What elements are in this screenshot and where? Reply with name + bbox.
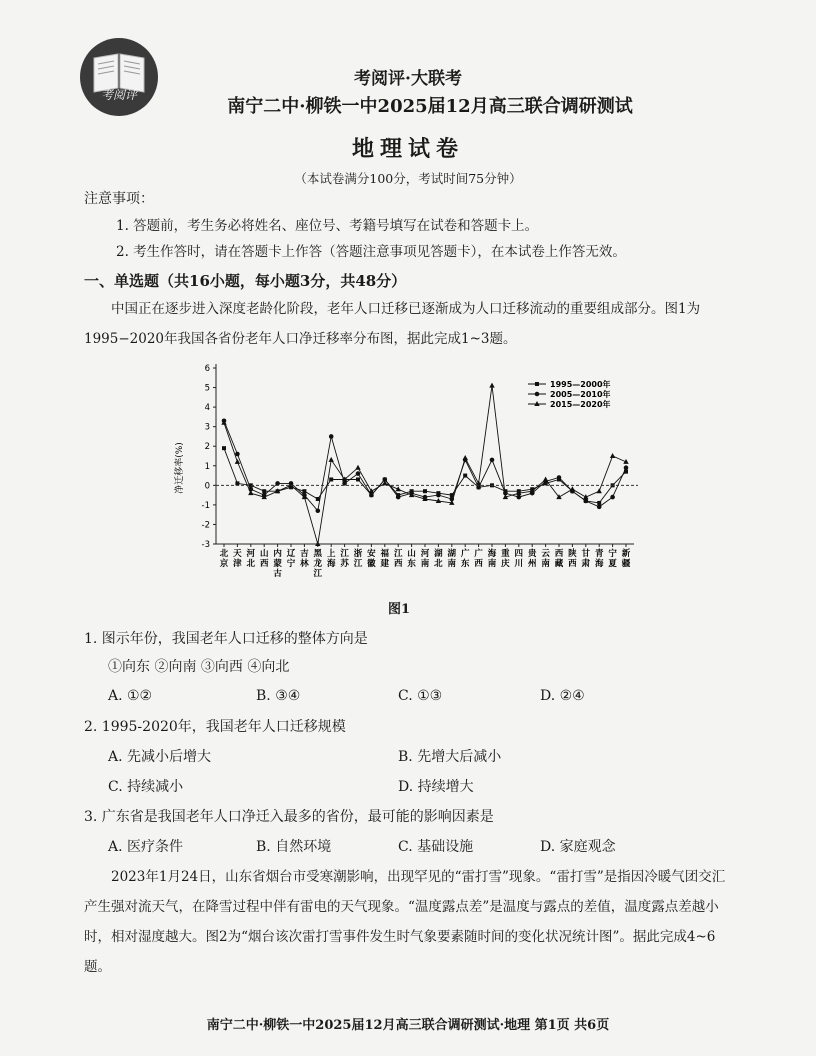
figure-1-chart <box>168 358 648 598</box>
data-point-triangle <box>248 490 253 495</box>
y-tick-label: 2 <box>204 442 210 453</box>
x-tick-label: 甘肃 <box>581 549 591 569</box>
y-tick-label: 6 <box>204 364 210 374</box>
x-tick-label: 湖北 <box>434 549 443 569</box>
x-tick-label: 北京 <box>219 549 229 569</box>
y-tick-label: -2 <box>201 520 210 531</box>
data-point-triangle <box>597 488 602 493</box>
x-tick-label: 广东 <box>460 549 470 569</box>
subject-title: 地理试卷 <box>351 136 464 162</box>
data-point-circle <box>584 499 589 504</box>
x-tick-label: 四川 <box>514 549 524 569</box>
x-tick-label: 西藏 <box>554 549 564 569</box>
data-point-square <box>535 382 539 386</box>
intro-paragraph-1: 中国正在逐步进入深度老龄化阶段，老年人口迁移已逐渐成为人口迁移流动的重要组成部分。图1为1995−2020年我国各省份老年人口净迁移率分布图，据此完成1~3题。 <box>84 301 701 347</box>
data-point-square <box>356 477 360 481</box>
x-tick-label: 重庆 <box>501 549 510 569</box>
x-tick-label: 青海 <box>594 549 604 569</box>
notice-heading: 注意事项： <box>84 191 154 207</box>
x-tick-label: 浙江 <box>353 549 363 569</box>
q3-option-b: B. 自然环境 <box>256 839 332 855</box>
x-tick-label: 江西 <box>393 549 403 569</box>
q2-option-a: A. 先减小后增大 <box>108 749 212 765</box>
q2-option-b: B. 先增大后减小 <box>398 749 502 765</box>
x-tick-label: 内蒙古 <box>273 549 282 579</box>
data-point-square <box>597 501 601 505</box>
data-point-square <box>463 474 467 478</box>
intro-paragraph-2: 2023年1月24日，山东省烟台市受寒潮影响，出现罕见的“雷打雪”现象。“雷打雪”是指因冷暖气团交汇产生强对流天气，在降雪过程中伴有雷电的天气现象。“温度露点差”是温度与露点的差值，温度露点差越小时，相对湿度越大。图2为“烟台该次雷打雪事件发生时气象要素随时间的变化状况统计图”。据此完成4~6题。 <box>84 869 726 975</box>
x-tick-label: 河北 <box>246 549 256 569</box>
question-3-stem: 3. 广东省是我国老年人口净迁入最多的省份，最可能的影响因素是 <box>84 809 494 825</box>
q1-option-d: D. ②④ <box>540 688 585 704</box>
data-point-triangle <box>369 488 374 493</box>
figure-1-caption: 图1 <box>388 602 411 617</box>
data-point-circle <box>610 495 615 500</box>
data-point-circle <box>535 392 540 397</box>
data-point-triangle <box>543 476 548 481</box>
q3-option-a: A. 医疗条件 <box>108 839 184 855</box>
x-tick-label: 福建 <box>380 549 390 569</box>
x-tick-label: 海南 <box>487 549 497 569</box>
y-axis-label: 净迁移率(%) <box>175 442 185 494</box>
series-line-1 <box>224 448 626 503</box>
x-tick-label: 安徽 <box>367 549 376 569</box>
data-point-circle <box>517 495 522 500</box>
y-tick-label: 1 <box>204 461 210 472</box>
x-tick-label: 江苏 <box>340 549 349 569</box>
q1-option-a: A. ①② <box>108 688 153 704</box>
data-point-square <box>235 481 239 485</box>
data-point-circle <box>396 495 401 500</box>
x-tick-label: 新疆 <box>621 549 631 569</box>
question-1-stem: 1. 图示年份，我国老年人口迁移的整体方向是 <box>84 631 368 647</box>
section-title: 一、单选题（共16小题，每小题3分，共48分） <box>84 272 407 290</box>
q2-option-c: C. 持续减小 <box>108 779 184 795</box>
data-point-square <box>423 489 427 493</box>
data-point-circle <box>597 505 602 510</box>
series-line-3 <box>224 386 626 544</box>
data-point-circle <box>490 458 495 463</box>
data-point-circle <box>436 493 441 498</box>
x-tick-label: 黑龙江 <box>313 549 323 579</box>
q1-option-c: C. ①③ <box>398 688 443 704</box>
x-tick-label: 上海 <box>326 549 336 569</box>
x-tick-label: 吉林 <box>300 549 309 569</box>
question-2-stem: 2. 1995-2020年，我国老年人口迁移规模 <box>84 719 346 735</box>
data-point-circle <box>624 465 629 470</box>
data-point-circle <box>235 452 240 457</box>
x-tick-label: 宁夏 <box>608 549 617 569</box>
data-point-triangle <box>489 383 494 388</box>
legend-label: 2015—2020年 <box>550 400 611 409</box>
q3-option-d: D. 家庭观念 <box>540 839 616 855</box>
x-tick-label: 河南 <box>420 549 430 569</box>
legend-label: 2005—2010年 <box>550 390 611 399</box>
legend-label: 1995—2000年 <box>550 380 611 389</box>
question-1-choices: ①向东 ②向南 ③向西 ④向北 <box>108 659 290 675</box>
data-point-triangle <box>355 465 360 470</box>
notice-item-1: 1. 答题前，考生务必将姓名、座位号、考籍号填写在试卷和答题卡上。 <box>116 218 539 234</box>
exam-info: （本试卷满分100分，考试时间75分钟） <box>294 171 522 186</box>
data-point-square <box>222 446 226 450</box>
data-point-circle <box>369 493 374 498</box>
x-tick-label: 贵州 <box>527 549 537 569</box>
exam-series-title: 考阅评·大联考 <box>354 69 462 89</box>
notice-item-2: 2. 考生作答时，请在答题卡上作答（答题注意事项见答题卡），在本试卷上作答无效。 <box>116 244 626 260</box>
data-point-circle <box>329 434 334 439</box>
data-point-triangle <box>463 455 468 460</box>
data-point-square <box>329 477 333 481</box>
y-tick-label: 3 <box>204 422 210 433</box>
y-tick-label: 4 <box>204 403 210 414</box>
y-tick-label: 5 <box>204 383 210 394</box>
x-tick-label: 山西 <box>259 549 269 569</box>
data-point-circle <box>316 508 321 513</box>
data-point-square <box>302 489 306 493</box>
data-point-square <box>262 489 266 493</box>
data-point-triangle <box>610 453 615 458</box>
y-tick-label: -3 <box>201 540 210 550</box>
x-tick-label: 辽宁 <box>286 549 296 569</box>
data-point-square <box>316 497 320 501</box>
q3-option-c: C. 基础设施 <box>398 839 474 855</box>
exam-title: 南宁二中·柳铁一中2025届12月高三联合调研测试 <box>227 96 633 117</box>
x-tick-label: 湖南 <box>447 549 457 569</box>
data-point-circle <box>356 471 361 476</box>
x-tick-label: 天津 <box>233 549 242 569</box>
q1-option-b: B. ③④ <box>256 688 301 704</box>
x-tick-label: 云南 <box>541 549 550 569</box>
y-tick-label: 0 <box>204 481 210 492</box>
x-tick-label: 广西 <box>474 549 483 569</box>
x-tick-label: 陕西 <box>568 549 577 569</box>
logo-text: 考阅评 <box>100 88 137 102</box>
y-tick-label: -1 <box>201 500 210 511</box>
x-tick-label: 山东 <box>407 549 416 569</box>
page-footer: 南宁二中·柳铁一中2025届12月高三联合调研测试·地理 第1页 共6页 <box>206 1018 610 1033</box>
data-point-circle <box>557 475 562 480</box>
data-point-triangle <box>329 457 334 462</box>
q2-option-d: D. 持续增大 <box>398 779 474 795</box>
